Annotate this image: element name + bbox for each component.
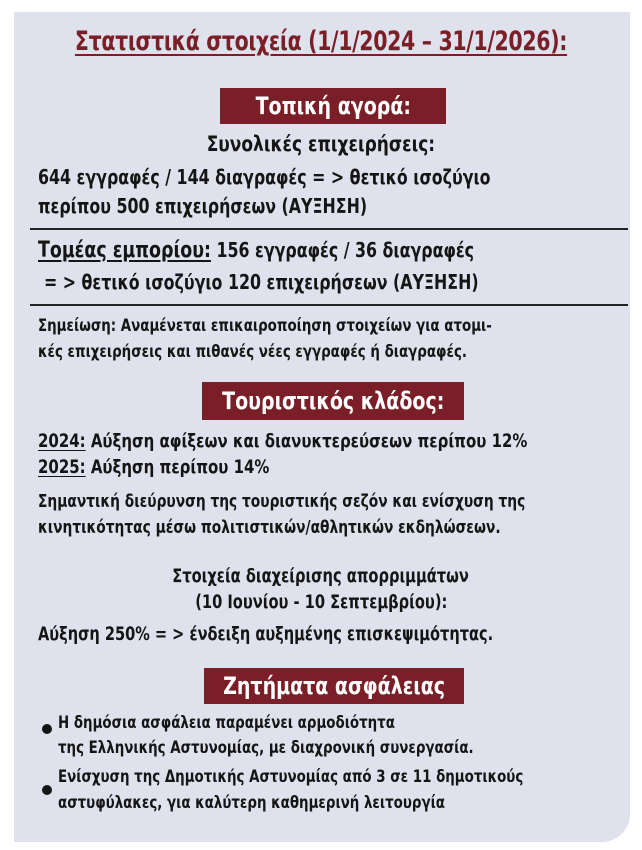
security-bullet-2-line-2: αστυφύλακες, για καλύτερη καθημερινή λειτουργία: [58, 793, 445, 813]
tourism-2025-line: 2025: Αύξηση περίπου 14%: [38, 456, 270, 478]
section-heading-tourism: Τουριστικός κλάδος:: [202, 382, 464, 420]
note-line-2: κές επιχειρήσεις και πιθανές νέες εγγραφές ή διαγραφές.: [38, 342, 467, 362]
section-heading-local-market: Τοπική αγορά:: [220, 88, 446, 124]
note-line-1: Σημείωση: Αναμένεται επικαιροποίηση στοιχείων για ατομι-: [38, 316, 492, 336]
total-businesses-label: Συνολικές επιχειρήσεις:: [206, 132, 436, 156]
trade-sector-line-1: Τομέας εμπορίου: 156 εγγραφές / 36 διαγραφές: [38, 238, 475, 263]
security-bullet-1-line-1: Η δημόσια ασφάλεια παραμένει αρμοδιότητα: [58, 713, 395, 733]
section-heading-security: Ζητήματα ασφάλειας: [204, 668, 464, 704]
trade-sector-line-2: = > θετικό ισοζύγιο 120 επιχειρήσεων (ΑΥΞΗΣΗ): [44, 270, 479, 294]
waste-data-title-1: Στοιχεία διαχείρισης απορριμμάτων: [172, 566, 470, 587]
tourism-description-line-2: κινητικότητας μέσω πολιτιστικών/αθλητικών εκδηλώσεων.: [38, 518, 501, 538]
total-businesses-line-1: 644 εγγραφές / 144 διαγραφές = > θετικό ισοζύγιο: [38, 165, 491, 189]
waste-data-text: Αύξηση 250% = > ένδειξη αυξημένης επισκεψιμότητας.: [38, 624, 494, 645]
bullet-icon: [42, 785, 52, 795]
page-title: Στατιστικά στοιχεία (1/1/2024 – 31/1/2026):: [74, 26, 568, 57]
waste-data-title-2: (10 Ιουνίου - 10 Σεπτεμβρίου):: [194, 592, 448, 613]
total-businesses-line-2: περίπου 500 επιχειρήσεων (ΑΥΞΗΣΗ): [38, 194, 368, 218]
security-bullet-2-line-1: Ενίσχυση της Δημοτικής Αστυνομίας από 3 σε 11 δημοτικούς: [58, 767, 524, 787]
tourism-2024-line: 2024: Αύξηση αφίξεων και διανυκτερεύσεων περίπου 12%: [38, 430, 528, 452]
tourism-description-line-1: Σημαντική διεύρυνση της τουριστικής σεζόν και ενίσχυση της: [38, 492, 526, 512]
security-bullet-1-line-2: της Ελληνικής Αστυνομίας, με διαχρονική συνεργασία.: [58, 738, 474, 758]
divider: [30, 228, 628, 230]
divider: [30, 304, 628, 306]
bullet-icon: [42, 724, 52, 734]
